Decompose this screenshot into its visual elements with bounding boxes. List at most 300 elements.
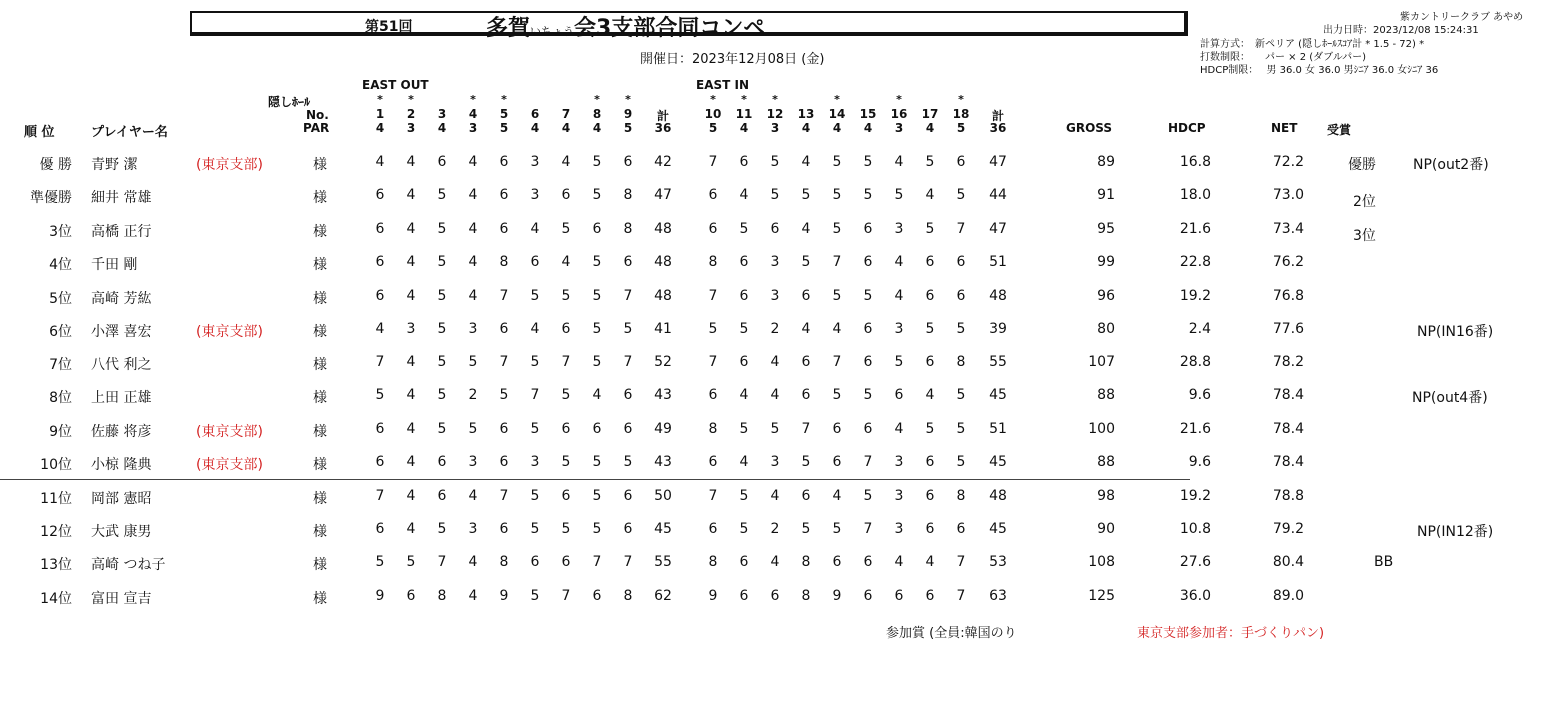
score-out: 3: [468, 454, 478, 470]
hidden-hole-star: *: [594, 93, 600, 106]
score-in: 7: [708, 288, 718, 304]
rank-cell: 11位: [40, 491, 72, 507]
score-in: 6: [770, 588, 780, 604]
gross-cell: 107: [1088, 354, 1115, 370]
hole-number: 14: [828, 107, 846, 121]
hole-par: 4: [375, 121, 385, 135]
award-header: 受賞: [1327, 123, 1352, 137]
gross-cell: 108: [1088, 554, 1115, 570]
score-in: 3: [770, 288, 780, 304]
hdcp-cell: 19.2: [1179, 288, 1211, 304]
gross-cell: 88: [1097, 387, 1115, 403]
player-name: 岡部 憲昭: [91, 491, 152, 507]
score-out: 4: [406, 288, 416, 304]
score-in: 6: [739, 354, 749, 370]
score-in: 6: [863, 221, 873, 237]
hdcp-cell: 19.2: [1179, 488, 1211, 504]
score-in: 5: [863, 288, 873, 304]
score-out: 4: [530, 321, 540, 337]
award-cell: BB: [1374, 554, 1394, 570]
score-out: 3: [530, 187, 540, 203]
honorific: 様: [313, 357, 327, 373]
net-cell: 73.0: [1272, 187, 1304, 203]
score-out: 5: [592, 354, 602, 370]
score-in: 6: [801, 387, 811, 403]
branch-label: (東京支部): [196, 157, 263, 173]
score-out: 5: [437, 421, 447, 437]
score-in: 7: [956, 221, 966, 237]
score-in: 7: [863, 521, 873, 537]
net-cell: 78.8: [1272, 488, 1304, 504]
score-out: 7: [561, 588, 571, 604]
score-in: 6: [770, 221, 780, 237]
gross-cell: 96: [1097, 288, 1115, 304]
hole-par: 4: [739, 121, 749, 135]
score-in: 6: [863, 421, 873, 437]
score-in: 5: [925, 221, 935, 237]
score-out: 5: [530, 588, 540, 604]
in-total: 45: [989, 387, 1007, 403]
hdcp-cell: 21.6: [1179, 221, 1211, 237]
score-in: 5: [863, 187, 873, 203]
event-date: 開催日：2023年12月08日 (金): [640, 52, 825, 67]
score-in: 8: [708, 554, 718, 570]
honorific: 様: [313, 491, 327, 507]
score-in: 6: [925, 454, 935, 470]
no-label: No.: [306, 108, 329, 122]
score-out: 5: [530, 488, 540, 504]
score-in: 6: [925, 588, 935, 604]
score-out: 5: [592, 187, 602, 203]
hole-par: 3: [894, 121, 904, 135]
total-header: 計: [656, 109, 669, 123]
honorific: 様: [313, 524, 327, 540]
rank-cell: 10位: [40, 457, 72, 473]
participation-prize: 参加賞 (全員:韓国のり: [886, 626, 1017, 641]
score-in: 3: [894, 488, 904, 504]
title-part-1: 多賀: [486, 16, 531, 41]
score-out: 5: [530, 288, 540, 304]
competition-round: 第51回: [365, 19, 413, 35]
net-cell: 76.8: [1272, 288, 1304, 304]
score-out: 5: [530, 521, 540, 537]
score-out: 6: [561, 488, 571, 504]
gross-cell: 125: [1088, 588, 1115, 604]
score-in: 5: [863, 488, 873, 504]
score-in: 5: [863, 387, 873, 403]
score-in: 4: [770, 387, 780, 403]
title-part-2: 会3支部合同コンペ: [574, 16, 766, 41]
net-cell: 77.6: [1272, 321, 1304, 337]
score-in: 5: [925, 421, 935, 437]
par-total: 36: [989, 121, 1007, 135]
hole-number: 8: [592, 107, 602, 121]
score-in: 7: [801, 421, 811, 437]
in-total: 48: [989, 288, 1007, 304]
score-out: 6: [375, 454, 385, 470]
score-out: 6: [375, 187, 385, 203]
east-out-header: EAST OUT: [362, 78, 429, 92]
hole-par: 3: [406, 121, 416, 135]
score-out: 6: [623, 154, 633, 170]
score-out: 4: [561, 254, 571, 270]
score-out: 6: [437, 154, 447, 170]
hole-number: 13: [797, 107, 815, 121]
hdcp-cell: 27.6: [1179, 554, 1211, 570]
score-out: 6: [561, 321, 571, 337]
score-in: 5: [708, 321, 718, 337]
score-out: 5: [499, 387, 509, 403]
hdcp-header: HDCP: [1168, 121, 1206, 135]
out-total: 48: [654, 254, 672, 270]
hole-par: 4: [592, 121, 602, 135]
hole-par: 4: [863, 121, 873, 135]
score-in: 6: [925, 488, 935, 504]
hidden-hole-star: *: [772, 93, 778, 106]
score-in: 4: [894, 421, 904, 437]
score-out: 4: [406, 454, 416, 470]
score-out: 5: [530, 354, 540, 370]
score-out: 7: [623, 354, 633, 370]
score-in: 5: [894, 354, 904, 370]
score-out: 6: [499, 454, 509, 470]
rank-cell: 5位: [49, 291, 72, 307]
score-out: 8: [437, 588, 447, 604]
out-total: 45: [654, 521, 672, 537]
in-total: 55: [989, 354, 1007, 370]
score-in: 6: [894, 387, 904, 403]
honorific: 様: [313, 224, 327, 240]
score-out: 4: [406, 221, 416, 237]
player-name: 高崎 芳紘: [91, 291, 152, 307]
score-out: 3: [468, 521, 478, 537]
score-in: 4: [801, 321, 811, 337]
score-out: 4: [468, 488, 478, 504]
hidden-hole-star: *: [958, 93, 964, 106]
score-in: 7: [708, 488, 718, 504]
score-in: 3: [894, 521, 904, 537]
score-in: 5: [956, 187, 966, 203]
gross-cell: 80: [1097, 321, 1115, 337]
net-cell: 78.4: [1272, 387, 1304, 403]
score-in: 5: [832, 288, 842, 304]
score-in: 8: [708, 421, 718, 437]
branch-label: (東京支部): [196, 457, 263, 473]
player-name: 青野 潔: [91, 157, 138, 173]
hidden-hole-star: *: [710, 93, 716, 106]
hole-par: 3: [468, 121, 478, 135]
hole-par: 3: [770, 121, 780, 135]
hdcp-cell: 36.0: [1179, 588, 1211, 604]
out-total: 52: [654, 354, 672, 370]
hole-par: 4: [925, 121, 935, 135]
calc-method: 計算方式： 新ペリア (隠しﾎｰﾙｽｺｱ計 * 1.5 - 72) *: [1200, 39, 1425, 50]
score-out: 7: [623, 288, 633, 304]
score-in: 5: [956, 421, 966, 437]
score-in: 4: [894, 554, 904, 570]
score-in: 6: [894, 588, 904, 604]
hidden-hole-star: *: [408, 93, 414, 106]
score-in: 4: [801, 154, 811, 170]
score-in: 6: [708, 387, 718, 403]
score-out: 5: [437, 321, 447, 337]
rank-cell: 3位: [49, 224, 72, 240]
out-total: 55: [654, 554, 672, 570]
net-cell: 73.4: [1272, 221, 1304, 237]
hole-par: 5: [956, 121, 966, 135]
score-in: 6: [832, 454, 842, 470]
score-out: 5: [592, 488, 602, 504]
in-total: 47: [989, 154, 1007, 170]
score-in: 5: [863, 154, 873, 170]
score-in: 8: [956, 354, 966, 370]
score-in: 3: [894, 454, 904, 470]
score-out: 4: [530, 221, 540, 237]
in-total: 53: [989, 554, 1007, 570]
score-out: 6: [592, 588, 602, 604]
score-out: 6: [623, 387, 633, 403]
tokyo-branch-prize: 東京支部参加者：手づくりパン): [1137, 626, 1325, 641]
hole-par: 4: [437, 121, 447, 135]
score-out: 8: [499, 254, 509, 270]
score-out: 5: [561, 221, 571, 237]
net-cell: 78.4: [1272, 454, 1304, 470]
branch-label: (東京支部): [196, 424, 263, 440]
gross-cell: 98: [1097, 488, 1115, 504]
score-in: 7: [956, 554, 966, 570]
score-out: 7: [561, 354, 571, 370]
in-total: 45: [989, 521, 1007, 537]
score-in: 5: [956, 387, 966, 403]
score-out: 7: [375, 354, 385, 370]
score-in: 5: [739, 421, 749, 437]
net-cell: 78.2: [1272, 354, 1304, 370]
score-out: 5: [437, 387, 447, 403]
score-out: 8: [623, 588, 633, 604]
score-in: 6: [925, 254, 935, 270]
score-in: 5: [925, 321, 935, 337]
player-name: 富田 宣吉: [91, 591, 152, 607]
rank-cell: 4位: [49, 257, 72, 273]
score-out: 3: [406, 321, 416, 337]
out-total: 42: [654, 154, 672, 170]
rank-cell: 7位: [49, 357, 72, 373]
score-out: 5: [592, 454, 602, 470]
score-in: 5: [770, 421, 780, 437]
score-out: 4: [468, 254, 478, 270]
score-out: 6: [592, 221, 602, 237]
score-out: 8: [623, 187, 633, 203]
score-out: 6: [623, 421, 633, 437]
in-total: 47: [989, 221, 1007, 237]
score-in: 6: [863, 588, 873, 604]
score-in: 5: [832, 521, 842, 537]
score-out: 5: [561, 387, 571, 403]
score-out: 9: [499, 588, 509, 604]
score-in: 6: [956, 521, 966, 537]
score-in: 4: [832, 321, 842, 337]
hdcp-cell: 22.8: [1179, 254, 1211, 270]
score-out: 7: [375, 488, 385, 504]
player-name: 八代 利之: [91, 357, 152, 373]
club-name: 紫カントリークラブ あやめ: [1400, 12, 1524, 23]
gross-cell: 91: [1097, 187, 1115, 203]
score-out: 5: [437, 521, 447, 537]
out-total: 48: [654, 221, 672, 237]
score-in: 3: [894, 321, 904, 337]
score-out: 5: [468, 354, 478, 370]
score-out: 2: [468, 387, 478, 403]
score-in: 7: [708, 154, 718, 170]
score-in: 7: [956, 588, 966, 604]
out-total: 48: [654, 288, 672, 304]
player-name: 千田 剛: [91, 257, 138, 273]
score-out: 5: [375, 554, 385, 570]
out-total: 62: [654, 588, 672, 604]
row-divider: [0, 479, 1190, 480]
score-out: 7: [530, 387, 540, 403]
score-in: 5: [739, 488, 749, 504]
score-out: 6: [623, 254, 633, 270]
net-cell: 80.4: [1272, 554, 1304, 570]
score-out: 6: [375, 288, 385, 304]
score-out: 5: [437, 354, 447, 370]
score-out: 8: [499, 554, 509, 570]
score-out: 5: [592, 288, 602, 304]
score-out: 3: [530, 454, 540, 470]
score-in: 5: [956, 454, 966, 470]
out-total: 50: [654, 488, 672, 504]
score-in: 2: [770, 321, 780, 337]
score-in: 7: [863, 454, 873, 470]
score-in: 5: [832, 387, 842, 403]
score-out: 5: [561, 288, 571, 304]
score-out: 4: [468, 554, 478, 570]
score-in: 4: [770, 554, 780, 570]
score-in: 6: [956, 254, 966, 270]
score-out: 4: [468, 187, 478, 203]
prize-note: NP(IN12番): [1417, 524, 1494, 540]
score-in: 3: [770, 254, 780, 270]
score-in: 9: [708, 588, 718, 604]
score-out: 7: [499, 488, 509, 504]
score-in: 5: [739, 321, 749, 337]
award-cell: 3位: [1353, 228, 1376, 244]
score-out: 6: [499, 321, 509, 337]
hole-par: 5: [623, 121, 633, 135]
hole-number: 4: [468, 107, 478, 121]
score-in: 5: [801, 521, 811, 537]
score-out: 6: [375, 421, 385, 437]
score-out: 7: [499, 354, 509, 370]
score-in: 5: [832, 221, 842, 237]
score-in: 2: [770, 521, 780, 537]
in-total: 44: [989, 187, 1007, 203]
score-out: 5: [592, 154, 602, 170]
score-out: 6: [437, 454, 447, 470]
score-out: 5: [437, 187, 447, 203]
score-in: 6: [708, 187, 718, 203]
out-total: 41: [654, 321, 672, 337]
score-in: 5: [739, 221, 749, 237]
score-out: 5: [437, 221, 447, 237]
score-out: 6: [375, 254, 385, 270]
hole-number: 9: [623, 107, 633, 121]
honorific: 様: [313, 291, 327, 307]
gross-header: GROSS: [1066, 121, 1113, 135]
honorific: 様: [313, 324, 327, 340]
player-name: 上田 正雄: [91, 390, 152, 406]
gross-cell: 89: [1097, 154, 1115, 170]
score-out: 6: [375, 521, 385, 537]
hole-par: 4: [832, 121, 842, 135]
award-cell: 優勝: [1348, 157, 1376, 173]
hidden-hole-star: *: [741, 93, 747, 106]
score-out: 6: [561, 187, 571, 203]
prize-note: NP(out4番): [1412, 390, 1488, 406]
in-total: 48: [989, 488, 1007, 504]
score-out: 3: [468, 321, 478, 337]
score-out: 5: [468, 421, 478, 437]
score-out: 4: [406, 421, 416, 437]
hole-number: 10: [704, 107, 722, 121]
score-in: 6: [801, 488, 811, 504]
score-out: 5: [592, 254, 602, 270]
hidden-hole-star: *: [501, 93, 507, 106]
gross-cell: 99: [1097, 254, 1115, 270]
score-out: 5: [561, 454, 571, 470]
hdcp-cell: 16.8: [1179, 154, 1211, 170]
stroke-limit: 打数制限： パー × 2 (ダブルパー): [1200, 52, 1366, 63]
score-out: 6: [406, 588, 416, 604]
score-in: 5: [894, 187, 904, 203]
hole-par: 5: [708, 121, 718, 135]
hdcp-limit: HDCP制限： 男 36.0 女 36.0 男ｼﾆｱ 36.0 女ｼﾆｱ 36: [1200, 65, 1439, 76]
award-cell: 2位: [1353, 194, 1376, 210]
score-in: 7: [832, 254, 842, 270]
score-out: 5: [592, 521, 602, 537]
score-out: 4: [406, 387, 416, 403]
in-total: 51: [989, 421, 1007, 437]
score-out: 7: [623, 554, 633, 570]
score-out: 8: [623, 221, 633, 237]
hole-number: 2: [406, 107, 416, 121]
score-in: 6: [863, 321, 873, 337]
hidden-hole-star: *: [834, 93, 840, 106]
score-in: 6: [739, 554, 749, 570]
score-in: 3: [894, 221, 904, 237]
hole-number: 18: [952, 107, 970, 121]
score-in: 4: [894, 254, 904, 270]
hidden-hole-star: *: [377, 93, 383, 106]
in-total: 63: [989, 588, 1007, 604]
out-total: 49: [654, 421, 672, 437]
score-out: 4: [468, 588, 478, 604]
score-in: 4: [770, 354, 780, 370]
rank-cell: 6位: [49, 324, 72, 340]
score-in: 6: [925, 354, 935, 370]
score-out: 5: [592, 321, 602, 337]
hole-number: 11: [735, 107, 753, 121]
score-in: 5: [770, 187, 780, 203]
gross-cell: 100: [1088, 421, 1115, 437]
score-out: 7: [499, 288, 509, 304]
score-in: 6: [739, 588, 749, 604]
score-in: 6: [925, 521, 935, 537]
score-in: 4: [739, 187, 749, 203]
score-out: 4: [592, 387, 602, 403]
score-in: 6: [863, 254, 873, 270]
